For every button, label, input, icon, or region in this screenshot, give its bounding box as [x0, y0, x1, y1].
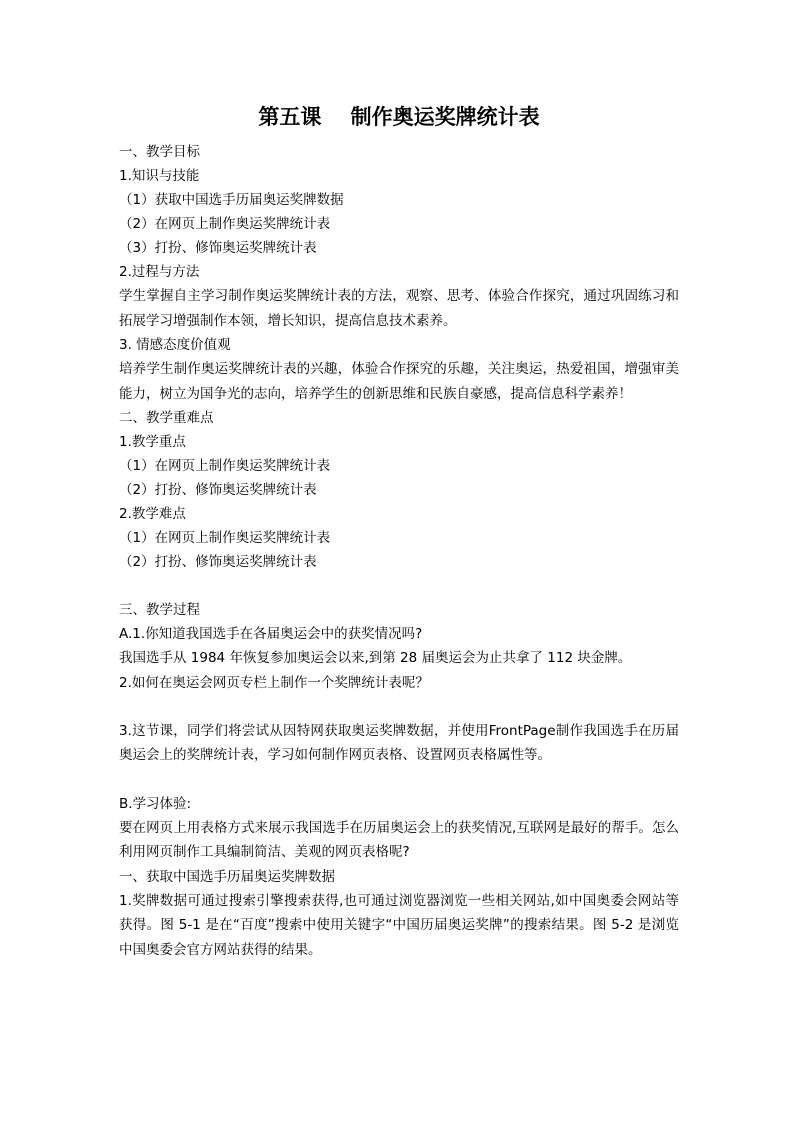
list-item: （1）在网页上制作奥运奖牌统计表: [119, 458, 331, 474]
section-heading-key-points: 二、教学重难点: [119, 410, 214, 426]
list-item: （2）打扮、修饰奥运奖牌统计表: [119, 482, 317, 498]
spacer: [119, 695, 679, 719]
paragraph-a1-answer: 我国选手从 1984 年恢复参加奥运会以来,到第 28 届奥运会为止共拿了 112 块金牌。: [119, 650, 632, 666]
section-heading-objectives: 一、教学目标: [119, 144, 200, 160]
paragraph-learning-experience: 要在网页上用表格方式来展示我国选手在历届奥运会上的获奖情况,互联网是最好的帮手。怎么利用网页制作工具编制简洁、美观的网页表格呢?: [119, 819, 679, 860]
list-item: （1）在网页上制作奥运奖牌统计表: [119, 530, 331, 546]
subheading-get-medal-data: 一、获取中国选手历届奥运奖牌数据: [119, 868, 335, 885]
document-page: [119, 102, 679, 962]
spacer: [119, 768, 679, 792]
page-title: 第五课 制作奥运奖牌统计表: [258, 104, 540, 129]
subheading-learning-experience: B.学习体验:: [119, 795, 192, 812]
list-item: （3）打扮、修饰奥运奖牌统计表: [119, 240, 317, 256]
paragraph-a3: 3.这节课，同学们将尝试从因特网获取奥运奖牌数据，并使用FrontPage制作我国选手在历届奥运会上的奖牌统计表，学习如何制作网页表格、设置网页表格属性等。: [119, 722, 679, 763]
section-heading-process: 三、教学过程: [119, 602, 200, 618]
paragraph-medal-data: 1.奖牌数据可通过搜索引擎搜索获得,也可通过浏览器浏览一些相关网站,如中国奥委会网站等获得。图 5-1 是在“百度”搜索中使用关键字“中国历届奥运奖牌”的搜索结果。图 5-2 是浏览中国奥委会官方网站获得的结果。: [119, 892, 679, 958]
list-item: （2）打扮、修饰奥运奖牌统计表: [119, 554, 317, 570]
question-a2: 2.如何在奥运会网页专栏上制作一个奖牌统计表呢？: [119, 674, 429, 691]
list-item: （2）在网页上制作奥运奖牌统计表: [119, 216, 331, 232]
subheading-key-focus: 1.教学重点: [119, 434, 186, 450]
subheading-process-method: 2.过程与方法: [119, 264, 200, 280]
list-item: （1）获取中国选手历届奥运奖牌数据: [119, 192, 344, 208]
paragraph-process-method: 学生掌握自主学习制作奥运奖牌统计表的方法，观察、思考、体验合作探究，通过巩固练习和拓展学习增强制作本领，增长知识，提高信息技术素养。: [119, 288, 679, 329]
question-a1: A.1.你知道我国选手在各届奥运会中的获奖情况吗?: [119, 626, 423, 642]
subheading-difficulties: 2.教学难点: [119, 506, 186, 522]
spacer: [119, 574, 679, 598]
paragraph-emotion-values: 培养学生制作奥运奖牌统计表的兴趣，体验合作探究的乐趣，关注奥运，热爱祖国，增强审美能力，树立为国争光的志向，培养学生的创新思维和民族自豪感，提高信息科学素养！: [119, 361, 679, 402]
subheading-knowledge-skills: 1.知识与技能: [119, 168, 200, 184]
subheading-emotion-values: 3. 情感态度价值观: [119, 337, 231, 353]
